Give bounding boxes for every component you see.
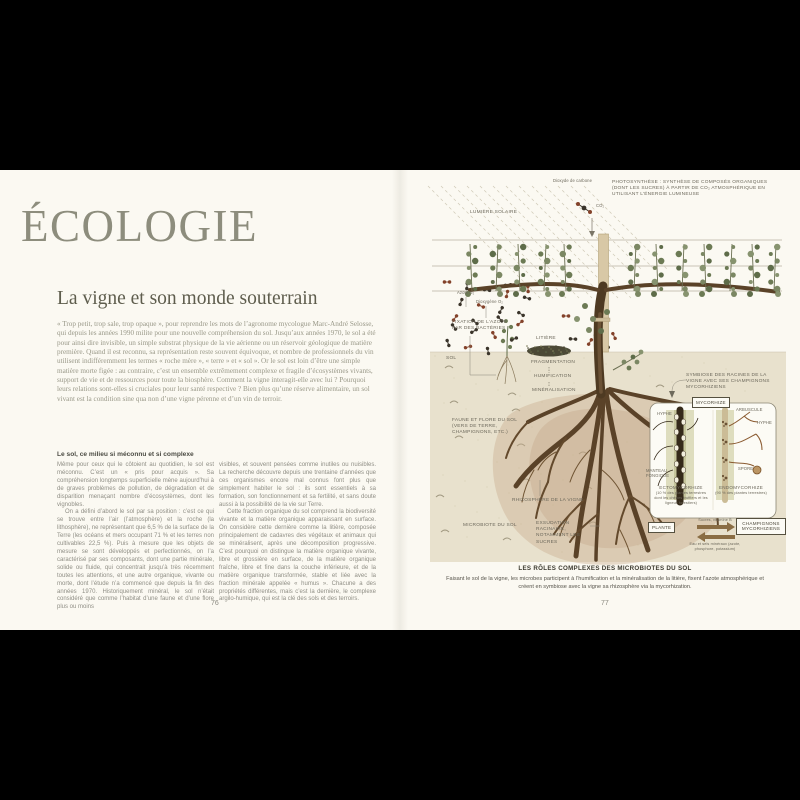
subsection-heading: Le sol, ce milieu si méconnu et si complexe <box>57 451 194 458</box>
soil-microbiota-label: MICROBIOTE DU SOL <box>463 523 517 528</box>
diagram-caption-title: LES RÔLES COMPLEXES DES MICROBIOTES DU SOL <box>518 565 692 572</box>
ectomycorrhiza-title: ECTOMYCORHIZE <box>659 485 703 490</box>
nitrogen-label: Azote N₂ <box>457 290 475 295</box>
rhizosphere-label: RHIZOSPHÈRE DE LA VIGNE <box>512 498 584 503</box>
litter-label: LITIÈRE <box>536 336 556 341</box>
endomycorrhiza-note: (90 % des plantes terrestres) <box>715 490 767 495</box>
intro-paragraph: « Trop petit, trop sale, trop opaque », pour reprendre les mots de l’agronome mycologue Marc-André Selosse, qui depuis les années 1990 milite pour une nouvelle compréhension du sol. Jusqu’aux années 1970, le sol a été pour ainsi dire invisible, un simple substrat physique de la vie aérienne ou un réservoir géologique de matière première. Quand il est reconnu, sa représentation reste souvent équivoque, et nombre de professionnels du vin utilisent indifféremment les termes « roche mère », « terre » et « sol ». Or le sol est loin d’être une simple matière morte figée : au contraire, c’est un ensemble extrêmement complexe et fragile d’écosystèmes vivants, support de vie et de ressources pour toute la biosphère. Comment la vigne interagit-elle avec lui ? Pourquoi leurs relations sont-elles si cruciales pour leur santé respective ? Bien plus qu’une réserve alimentaire, un sol vivant est la condition sine qua non d’une vigne pérenne et d’un vin de terroir. <box>57 320 376 403</box>
humification-label: HUMIFICATION <box>534 374 572 379</box>
endomycorrhiza-title: ENDOMYCORHIZE <box>718 485 764 490</box>
hypha-left-label: HYPHE <box>657 411 672 416</box>
vine-tie <box>594 318 610 322</box>
diagram-caption-text: Faisant le sol de la vigne, les microbes participent à l’humification et la minéralisation de la litière, fixent l’azote atmosphérique et créent en symbiose avec la vigne sa rhizosphère via la mycorhization. <box>446 576 764 591</box>
column1-paragraph: On a défini d’abord le sol par sa position : c’est ce qui se trouve entre l’air (l’atmosphère) et la roche (la lithosphère), ne représentant que 6,5 % de la surface de la Terre (les océans et mers occupant 71 % et les terres non cultivables 22,5 %). Puis à mesure que les objets de mesure se sont développés et perfectionnés, on l’a caractérisé par ses composants, dont une partie minérale, solide ou fluide, qui concentrait jusqu’à très récemment toutes les attentions, et une autre organique, vivante ou morte, dont l’étude n’a commencé que depuis la fin des années 1970. Historiquement minéral, le sol n’était considéré que comme l’habitat d’une faune et d’une flore plus ou moins <box>57 509 214 611</box>
vine-canopy-leaves <box>465 244 781 371</box>
hypha-right-label: HYPHE <box>757 420 772 425</box>
spore-label: SPORE <box>738 466 754 471</box>
ectomycorrhiza-note: (10 % des plantes terrestres dont les chênes truffiers et les ligneux forestiers) <box>654 490 708 505</box>
page-number-right: 77 <box>601 600 609 607</box>
oxygen-label: Dioxygène O₂ <box>476 299 504 304</box>
section-title: La vigne et son monde souterrain <box>57 288 318 309</box>
co2-arrow <box>589 218 595 237</box>
page-number-left: 76 <box>211 600 219 607</box>
column2-paragraph: Cette fraction organique du sol comprend la biodiversité vivante et la matière organique apparaissant en surface. On considère cette dernière comme la litière, composée principalement de cadavres des végétaux et animaux qui se minéralisent, après une décomposition progressive. C’est pourquoi on distingue la matière organique vivante, libre et grossière en surface, de la matière organique fraîche, libre et fine dans la couche inférieure, et de la matière organique transformée, stable et liée avec la fraction minérale appelée « humus ». Chacune a des propriétés différentes, mais c’est la dernière, le complexe argilo-humique, qui est la clé des sols et des terroirs. <box>219 509 376 603</box>
plant-box: PLANTE <box>648 522 675 533</box>
soil-label: SOL <box>446 356 457 361</box>
mycorrhiza-tab-label: MYCORHIZE <box>692 397 730 408</box>
symbiosis-label: SYMBIOSE DES RACINES DE LA VIGNE AVEC SES CHAMPIGNONS MYCORHIZIENS <box>686 373 770 391</box>
fungal-mantle-label: MANTEAU FONGIQUE <box>646 468 670 479</box>
soil-fauna-label: FAUNE ET FLORE DU SOL (VERS DE TERRE, CHAMPIGNONS, ETC.) <box>452 418 517 436</box>
co2-name-label: Dioxyde de carbone <box>552 178 592 183</box>
root-exudation-label: EXSUDATION RACINAIRE, NOTAMMENT LES SUCRES <box>536 521 581 545</box>
mineralisation-label: MINÉRALISATION <box>532 388 576 393</box>
arbuscule-label: ARBUSCULE <box>736 407 763 412</box>
chapter-title: ÉCOLOGIE <box>21 201 258 251</box>
body-column-1 <box>57 462 214 612</box>
fungi-box: CHAMPIGNONS MYCORHIZIENS <box>736 518 786 535</box>
exchange-to-plant-label: Eau et sels minéraux (azote, phosphore, potassium) <box>689 542 741 551</box>
sunlight-label: LUMIÈRE SOLAIRE <box>470 210 518 215</box>
column1-paragraph: Même pour ceux qui le côtoient au quotidien, le sol est méconnu. C’est un « pris pour acquis ». Sa compréhension longtemps superficielle mène aujourd’hui à de graves problèmes de pollution, de dégradation et de disparition menaçant nombre d’écosystèmes, dont les vignobles. <box>57 462 214 508</box>
endomycorrhiza-label <box>712 485 770 496</box>
spore-icon <box>753 466 761 474</box>
nitrogen-fixation-label: FIXATION DE L’AZOTE PAR DES BACTÉRIES <box>452 320 508 332</box>
body-column-2 <box>219 462 376 604</box>
exchange-to-fungi-label: Sucres, vitamine B <box>698 518 732 522</box>
co2-formula-label: CO₂ <box>596 203 605 208</box>
book-spread <box>0 170 800 630</box>
photosynthesis-label: PHOTOSYNTHÈSE : SYNTHÈSE DE COMPOSÉS ORGANIQUES (DONT LES SUCRES) À PARTIR DE CO₂ ATMOSPHÉRIQUE EN UTILISANT L’ÉNERGIE LUMINEUSE <box>612 180 768 198</box>
ectomycorrhiza-label <box>654 485 708 506</box>
column2-paragraph: visibles, et souvent pensées comme inutiles ou nuisibles. La recherche découvre depuis une trentaine d’années que ces organismes encore mal connus font plus que simplement habiter le sol : ils sont essentiels à sa formation, son fonctionnement et sa fertilité, et sans doute aussi à la possibilité de la vie sur Terre. <box>219 462 376 508</box>
fragmentation-label: FRAGMENTATION <box>531 360 576 365</box>
